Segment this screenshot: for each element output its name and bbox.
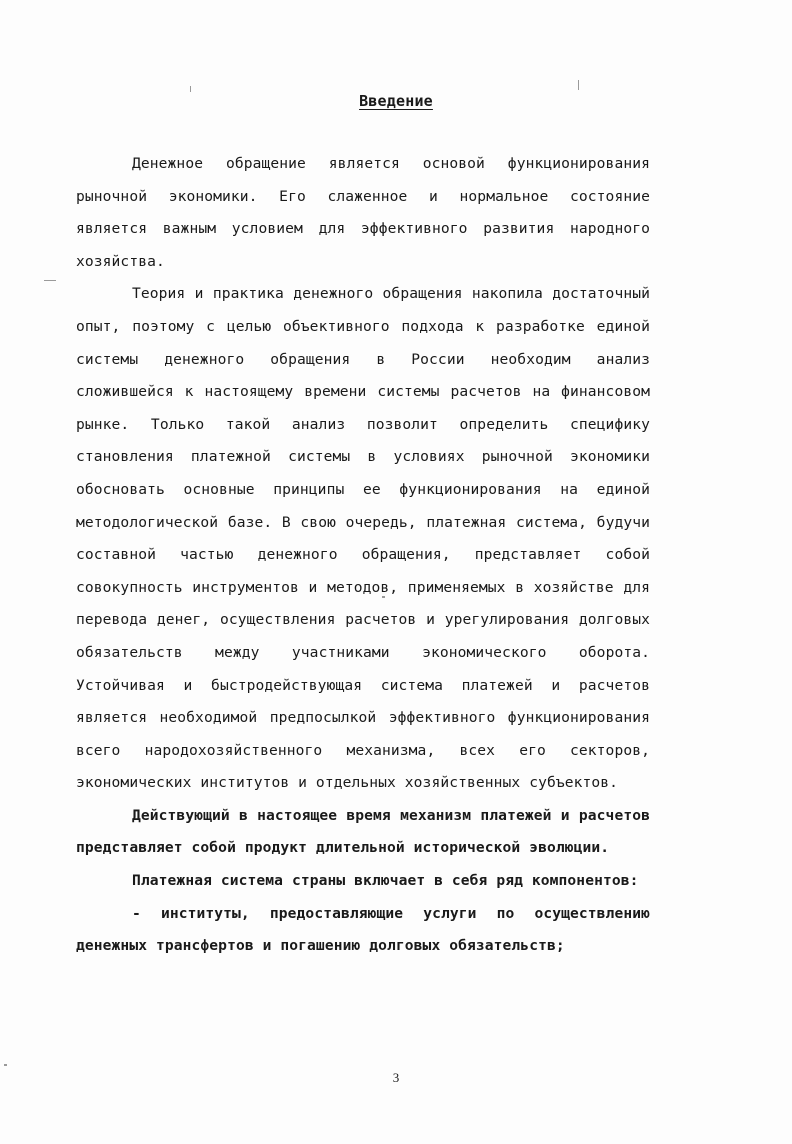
paragraph-4: Платежная система страны включает в себя ряд компонентов: [132,872,639,890]
body-text [76,148,650,963]
page-title: Введение [359,92,433,110]
scan-speck [4,1064,7,1066]
scan-speck [578,80,579,90]
paragraph-3: Действующий в настоящее время механизм платежей и расчетов представляет собой продукт длительной исторической эволюции. [76,806,650,857]
scan-speck [44,280,56,281]
paragraph-5: - институты, предоставляющие услуги по осуществлению денежных трансфертов и погашению долговых обязательств; [76,904,650,955]
paragraph-1: Денежное обращение является основой функционирования рыночной экономики. Его слаженное и нормальное состояние является важным условием для эффективного развития народного хозяйства. [76,155,650,270]
page-number: 3 [392,1070,400,1085]
paragraph-2: Теория и практика денежного обращения накопила достаточный опыт, поэтому с целью объективного подхода к разработке единой системы денежного обращения в России необходим анализ сложившейся к настоящему времени системы расчетов на финансовом рынке. Только такой анализ позволит определить специфику становления платежной системы в условиях рыночной экономики обосновать основные принципы ее функционирования на единой методологической базе. В свою очередь, платежная система, будучи составной частью денежного обращения, представляет собой совокупность инструментов и методов, применяемых в хозяйстве для перевода денег, осуществления расчетов и урегулирования долговых обязательств между участниками экономического оборота. Устойчивая и быстродействующая система платежей и расчетов является необходимой предпосылкой эффективного функционирования всего народохозяйственного механизма, всех его секторов, экономических институтов и отдельных хозяйственных субъектов. [76,285,650,792]
